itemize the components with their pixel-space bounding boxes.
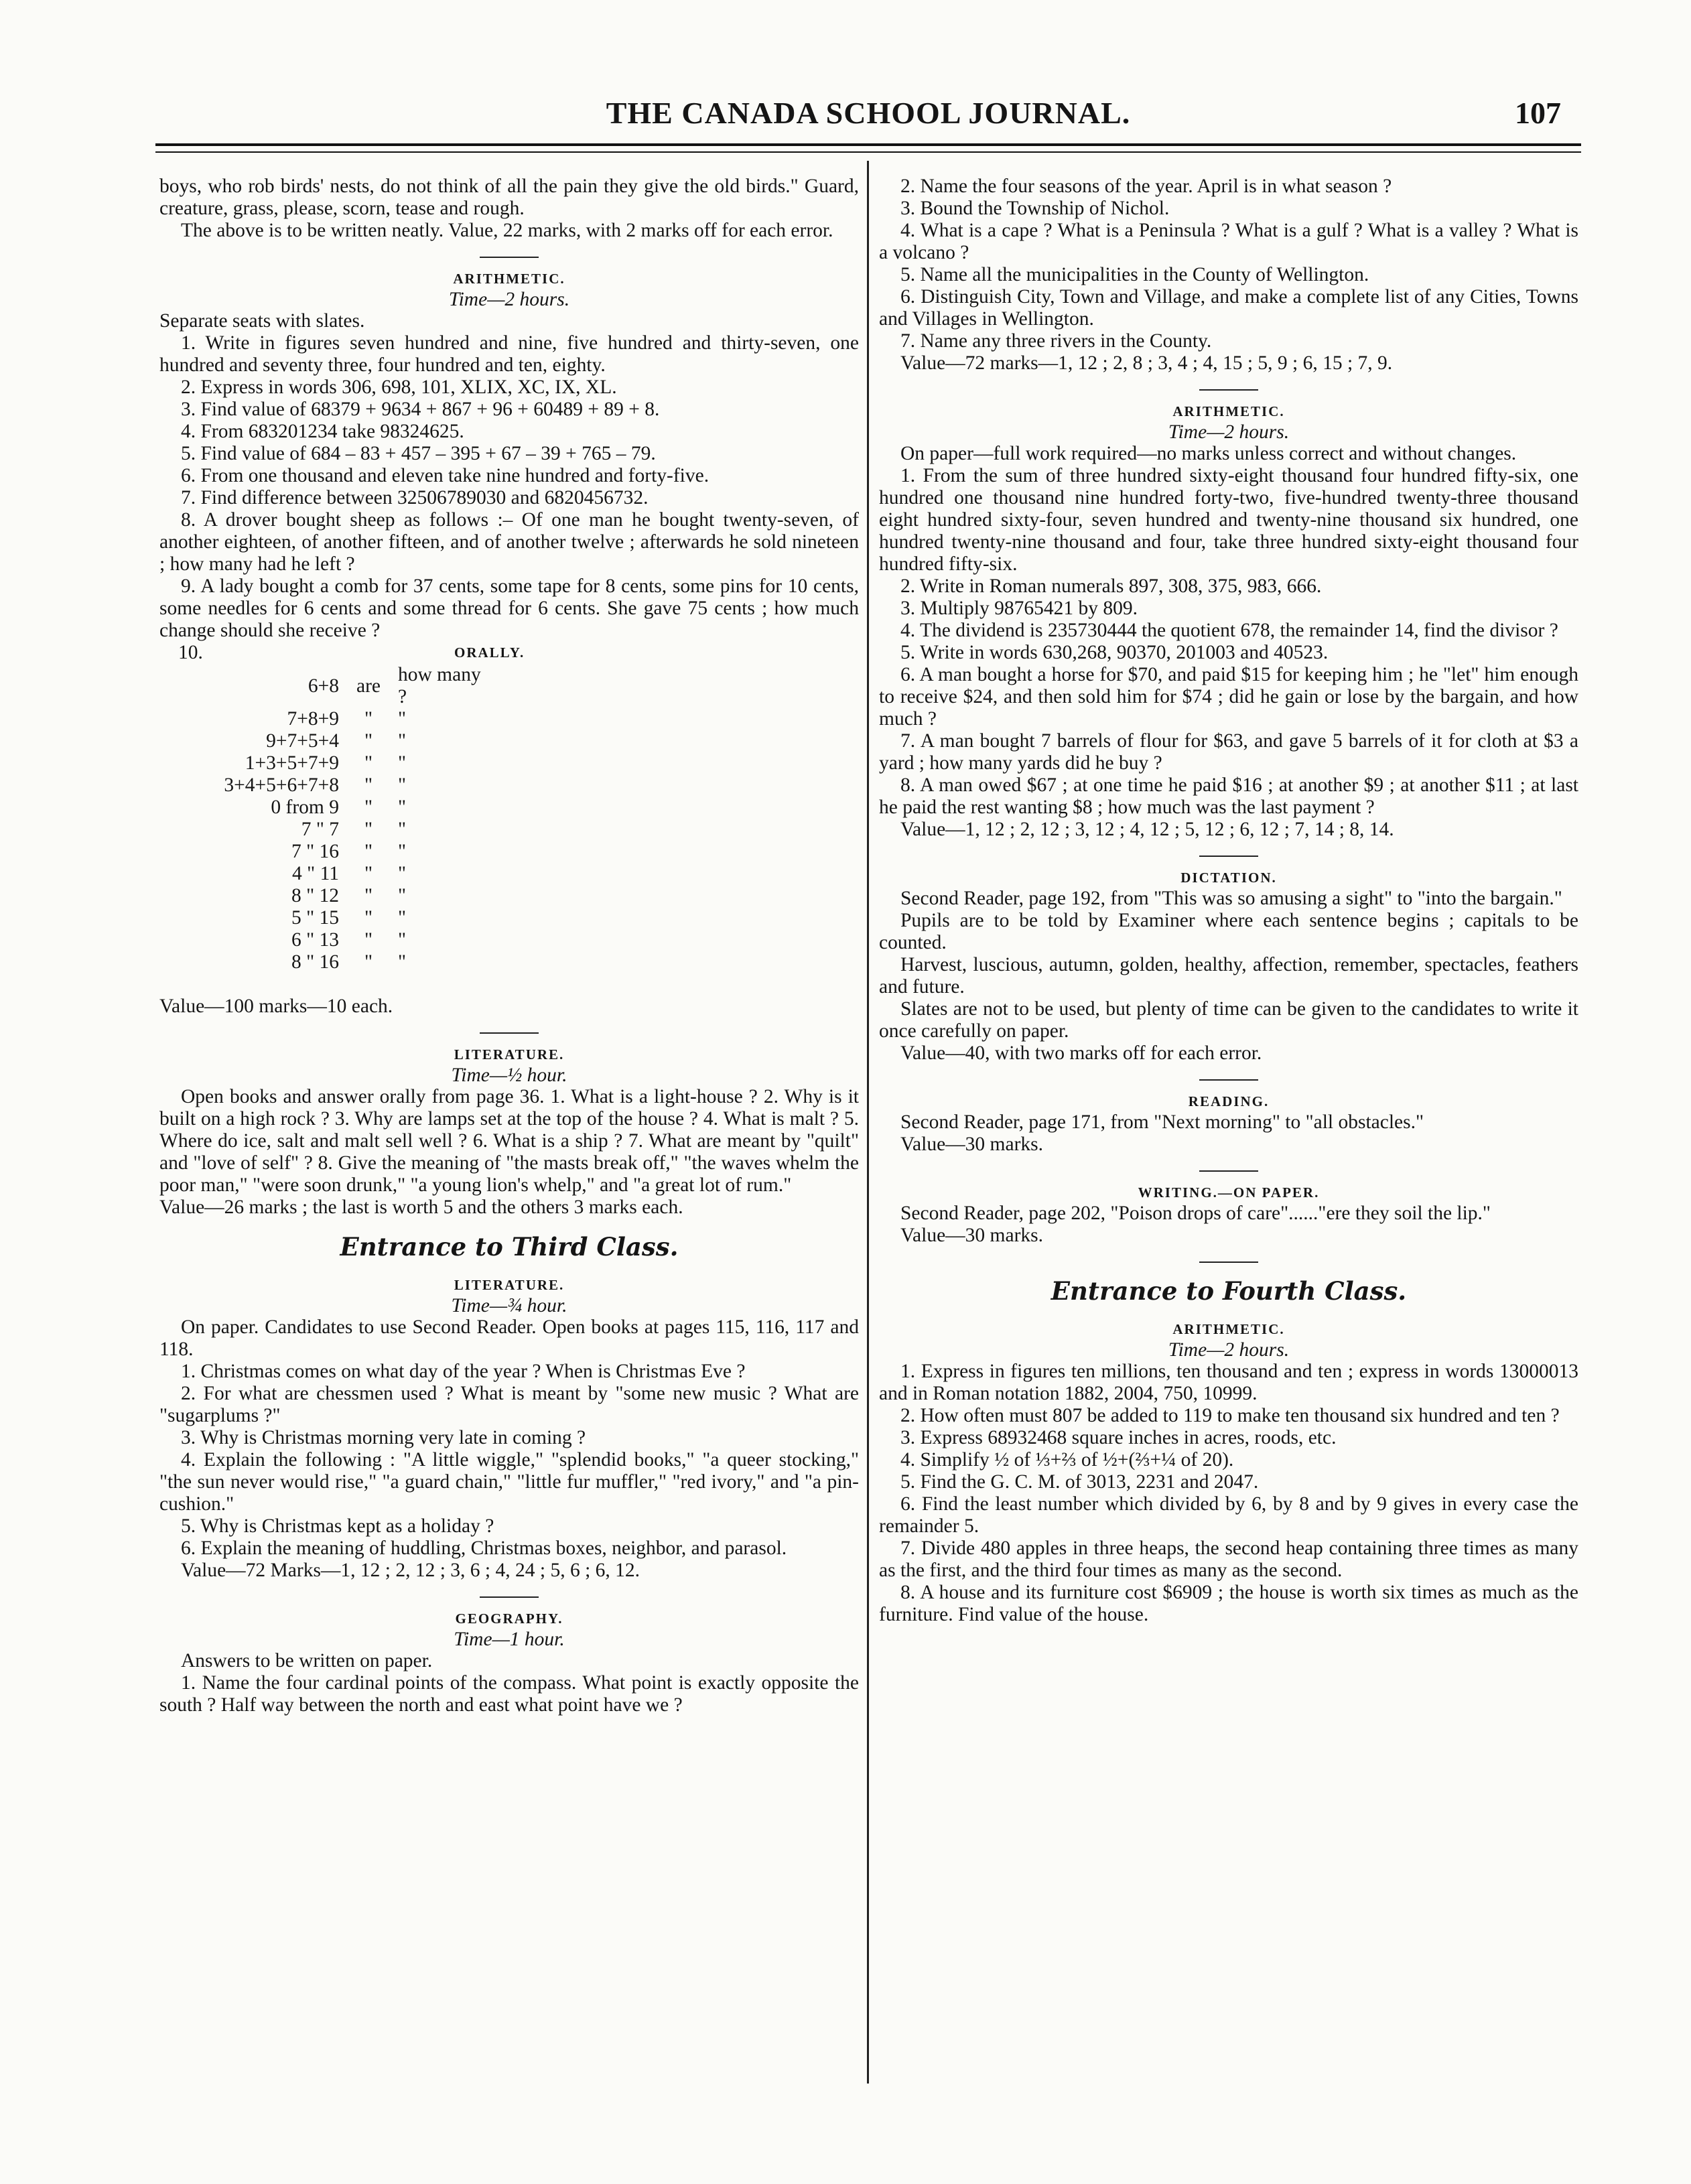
question: 5. Find the G. C. M. of 3013, 2231 and 2047.: [900, 1471, 1259, 1493]
question: 4. The dividend is 235730444 the quotient 678, the remainder 14, find the divisor ?: [900, 620, 1558, 641]
time-allowed: Time—2 hours.: [448, 289, 570, 310]
question-number: 10.: [178, 642, 203, 663]
instructions: On paper—full work required—no marks unless correct and without changes.: [900, 443, 1517, 464]
time-allowed: Time—1 hour.: [454, 1629, 565, 1650]
time-allowed: Time—2 hours.: [1168, 421, 1290, 443]
oral-row: 7 " 7 " ": [301, 819, 407, 840]
question: 3. Why is Christmas morning very late in coming ?: [181, 1427, 586, 1448]
instructions: Answers to be written on paper.: [181, 1650, 433, 1671]
time-allowed: Time—¾ hour.: [451, 1295, 567, 1316]
question: 2. Write in Roman numerals 897, 308, 375, 983, 666.: [900, 575, 1322, 597]
section-separator: [1199, 389, 1258, 391]
time-allowed: Time—½ hour.: [451, 1065, 567, 1086]
oral-heading: ORALLY.: [454, 644, 525, 661]
question: 2. How often must 807 be added to 119 to make ten thousand six hundred and ten ?: [900, 1405, 1560, 1426]
value-line: Value—26 marks ; the last is worth 5 and the others 3 marks each.: [159, 1197, 683, 1218]
oral-row: 4 " 11 " ": [292, 863, 407, 884]
question: 5. Write in words 630,268, 90370, 201003 and 40523.: [900, 642, 1329, 663]
oral-row: 8 " 16 " ": [291, 951, 407, 973]
question: 7. A man bought 7 barrels of flour for $63, and gave 5 barrels of it for cloth at $3 a yard ; how many yards did he buy ?: [879, 730, 1578, 774]
header-rule: [155, 143, 1581, 146]
oral-row: 9+7+5+4 " ": [266, 730, 407, 752]
question: 2. For what are chessmen used ? What is meant by "some new music ? What are "sugarplums ?": [159, 1383, 859, 1426]
question: 1. Christmas comes on what day of the year ? When is Christmas Eve ?: [181, 1361, 746, 1382]
subsection-heading: DICTATION.: [1180, 870, 1277, 886]
question: 8. A man owed $67 ; at one time he paid $16 ; at another $9 ; at another $11 ; at last he paid the rest wanting $8 ; how much was the last payment ?: [879, 774, 1578, 818]
paragraph: Pupils are to be told by Examiner where each sentence begins ; capitals to be counted.: [879, 910, 1578, 953]
page-header: [155, 95, 1581, 133]
section-separator: [1199, 1079, 1258, 1081]
question: 6. Distinguish City, Town and Village, and make a complete list of any Cities, Towns and Villages in Wellington.: [879, 286, 1578, 330]
question: 1. From the sum of three hundred sixty-eight thousand four hundred fifty-six, one hundred one thousand nine hundred forty-two, five-hundred twenty-three thousand eight hundred sixty-four, seven hundred and twenty-nine thousand six hundred, one hundred twenty-nine thousand and four, take three hundred sixty-eight thousand four hundred fifty-six.: [879, 465, 1578, 575]
subsection-heading: WRITING.—ON PAPER.: [1138, 1184, 1320, 1201]
section-separator: [1199, 856, 1258, 857]
question: 8. A house and its furniture cost $6909 ; the house is worth six times as much as the furniture. Find value of the house.: [879, 1582, 1578, 1625]
question: 9. A lady bought a comb for 37 cents, some tape for 8 cents, some pins for 10 cents, some needles for 6 cents and some thread for 6 cents. She gave 75 cents ; how much change should she receive ?: [159, 575, 859, 641]
oral-row: 6 " 13 " ": [291, 929, 407, 951]
question: 3. Multiply 98765421 by 809.: [900, 598, 1138, 619]
paragraph: Open books and answer orally from page 36. 1. What is a light-house ? 2. Why is it built on a high rock ? 3. Why are lamps set at the top of the house ? 4. What is malt ? 5. Where do ice, salt and malt sell well ? 6. What is a ship ? 7. What are meant by "quilt" and "love of self" ? 8. Give the meaning of "the masts break off," "the waves whelm the poor man," "were soon drunk," "a young lion's whelp," and "a great lot of rum.": [159, 1086, 859, 1196]
section-separator: [1199, 1170, 1258, 1172]
oral-row: 0 from 9 " ": [271, 797, 407, 818]
question: 6. Find the least number which divided by 6, by 8 and by 9 gives in every case the remainder 5.: [879, 1493, 1578, 1537]
page-number: 107: [1515, 96, 1561, 130]
question: 1. Express in figures ten millions, ten thousand and ten ; express in words 13000013 and in Roman notation 1882, 2004, 750, 10999.: [879, 1361, 1578, 1404]
question: 3. Express 68932468 square inches in acres, roods, etc.: [900, 1427, 1337, 1448]
paragraph: Harvest, luscious, autumn, golden, healthy, affection, remember, spectacles, feathers and future.: [879, 954, 1578, 998]
question: 1. Name the four cardinal points of the compass. What point is exactly opposite the south ? Half way between the north and east what point have we ?: [159, 1672, 859, 1716]
question: 7. Find difference between 32506789030 and 6820456732.: [181, 487, 649, 508]
value-line: Value—100 marks—10 each.: [159, 996, 393, 1017]
oral-row: 6+8 are how many ?: [308, 664, 481, 707]
question: 3. Find value of 68379 + 9634 + 867 + 96 + 60489 + 89 + 8.: [181, 399, 660, 420]
right-column: [879, 176, 1578, 1626]
question: 3. Bound the Township of Nichol.: [900, 198, 1170, 219]
value-line: Value—30 marks.: [900, 1225, 1044, 1246]
subsection-heading: ARITHMETIC.: [1172, 1321, 1285, 1337]
paragraph: Second Reader, page 171, from "Next morning" to "all obstacles.": [900, 1111, 1424, 1133]
value-line: Value—1, 12 ; 2, 12 ; 3, 12 ; 4, 12 ; 5, 12 ; 6, 12 ; 7, 14 ; 8, 14.: [900, 819, 1394, 840]
subsection-heading: ARITHMETIC.: [453, 271, 565, 287]
oral-row: [163, 973, 492, 996]
oral-questions-table: [163, 664, 492, 996]
question: 4. What is a cape ? What is a Peninsula ? What is a gulf ? What is a valley ? What is a volcano ?: [879, 220, 1578, 263]
instructions: Separate seats with slates.: [159, 310, 365, 332]
paragraph: Second Reader, page 192, from "This was so amusing a sight" to "into the bargain.": [900, 888, 1562, 909]
value-line: Value—40, with two marks off for each error.: [900, 1042, 1262, 1064]
oral-row: 7 " 16 " ": [291, 841, 407, 862]
question: 5. Name all the municipalities in the County of Wellington.: [900, 264, 1369, 285]
paragraph: boys, who rob birds' nests, do not think of all the pain they give the old birds." Guard, creature, grass, please, scorn, tease and rough.: [159, 176, 859, 219]
section-heading: Entrance to Third Class.: [340, 1232, 679, 1261]
paragraph: The above is to be written neatly. Value, 22 marks, with 2 marks off for each error.: [181, 220, 833, 241]
question: 2. Express in words 306, 698, 101, XLIX, XC, IX, XL.: [181, 377, 617, 398]
question: 2. Name the four seasons of the year. April is in what season ?: [900, 176, 1392, 197]
question: 5. Why is Christmas kept as a holiday ?: [181, 1515, 494, 1537]
question: 8. A drover bought sheep as follows :– Of one man he bought twenty-seven, of another eighteen, of another fifteen, and of another twelve ; afterwards he sold nineteen ; how many had he left ?: [159, 509, 859, 575]
section-separator: [480, 1596, 539, 1598]
value-line: Value—72 Marks—1, 12 ; 2, 12 ; 3, 6 ; 4, 24 ; 5, 6 ; 6, 12.: [181, 1560, 640, 1581]
oral-row: 7+8+9 " ": [287, 708, 407, 730]
subsection-heading: ARITHMETIC.: [1172, 403, 1285, 419]
left-column: [159, 176, 859, 1716]
question: 7. Name any three rivers in the County.: [900, 330, 1212, 352]
subsection-heading: LITERATURE.: [454, 1277, 565, 1293]
question: 7. Divide 480 apples in three heaps, the second heap containing three times as many as the first, and the third four times as many as the second.: [879, 1538, 1578, 1581]
oral-row: 8 " 12 " ": [291, 885, 407, 906]
question: 4. Explain the following : "A little wiggle," "splendid books," "a queer stocking," "the sun never would rise," "a guard chain," "little fur muffler," "red ivory," and "a pin-cushion.": [159, 1449, 859, 1515]
column-divider: [867, 161, 869, 2084]
question: 5. Find value of 684 – 83 + 457 – 395 + 67 – 39 + 765 – 79.: [181, 443, 656, 464]
paragraph: Slates are not to be used, but plenty of time can be given to the candidates to write it once carefully on paper.: [879, 998, 1578, 1042]
question: 4. From 683201234 take 98324625.: [181, 421, 464, 442]
paragraph: On paper. Candidates to use Second Reader. Open books at pages 115, 116, 117 and 118.: [159, 1316, 859, 1360]
subsection-heading: READING.: [1188, 1093, 1270, 1109]
header-rule-thin: [155, 151, 1581, 153]
oral-row: 5 " 15 " ": [291, 907, 407, 929]
section-separator: [1199, 1261, 1258, 1263]
time-allowed: Time—2 hours.: [1168, 1339, 1290, 1361]
section-separator: [480, 257, 539, 258]
oral-heading-row: [159, 642, 859, 664]
question: 6. From one thousand and eleven take nine hundred and forty-five.: [181, 465, 709, 486]
oral-row: 1+3+5+7+9 " ": [245, 752, 407, 774]
subsection-heading: GEOGRAPHY.: [455, 1611, 563, 1627]
paragraph: Second Reader, page 202, "Poison drops of care"......"ere they soil the lip.": [900, 1203, 1491, 1224]
section-separator: [480, 1032, 539, 1034]
question: 6. A man bought a horse for $70, and paid $15 for keeping him ; he "let" him enough to receive $24, and then sold him for $74 ; did he gain or lose by the bargain, and how much ?: [879, 664, 1578, 730]
journal-title: THE CANADA SCHOOL JOURNAL.: [606, 96, 1131, 130]
section-heading: Entrance to Fourth Class.: [1051, 1276, 1407, 1306]
subsection-heading: LITERATURE.: [454, 1046, 565, 1063]
value-line: Value—72 marks—1, 12 ; 2, 8 ; 3, 4 ; 4, 15 ; 5, 9 ; 6, 15 ; 7, 9.: [900, 352, 1393, 374]
question: 6. Explain the meaning of huddling, Christmas boxes, neighbor, and parasol.: [181, 1538, 787, 1559]
oral-row: 3+4+5+6+7+8 " ": [224, 774, 407, 796]
question: 4. Simplify ½ of ⅓+⅔ of ½+(⅔+¼ of 20).: [900, 1449, 1234, 1471]
question: 1. Write in figures seven hundred and nine, five hundred and thirty-seven, one hundred and seventy three, four hundred and ten, eighty.: [159, 332, 859, 376]
value-line: Value—30 marks.: [900, 1134, 1044, 1155]
